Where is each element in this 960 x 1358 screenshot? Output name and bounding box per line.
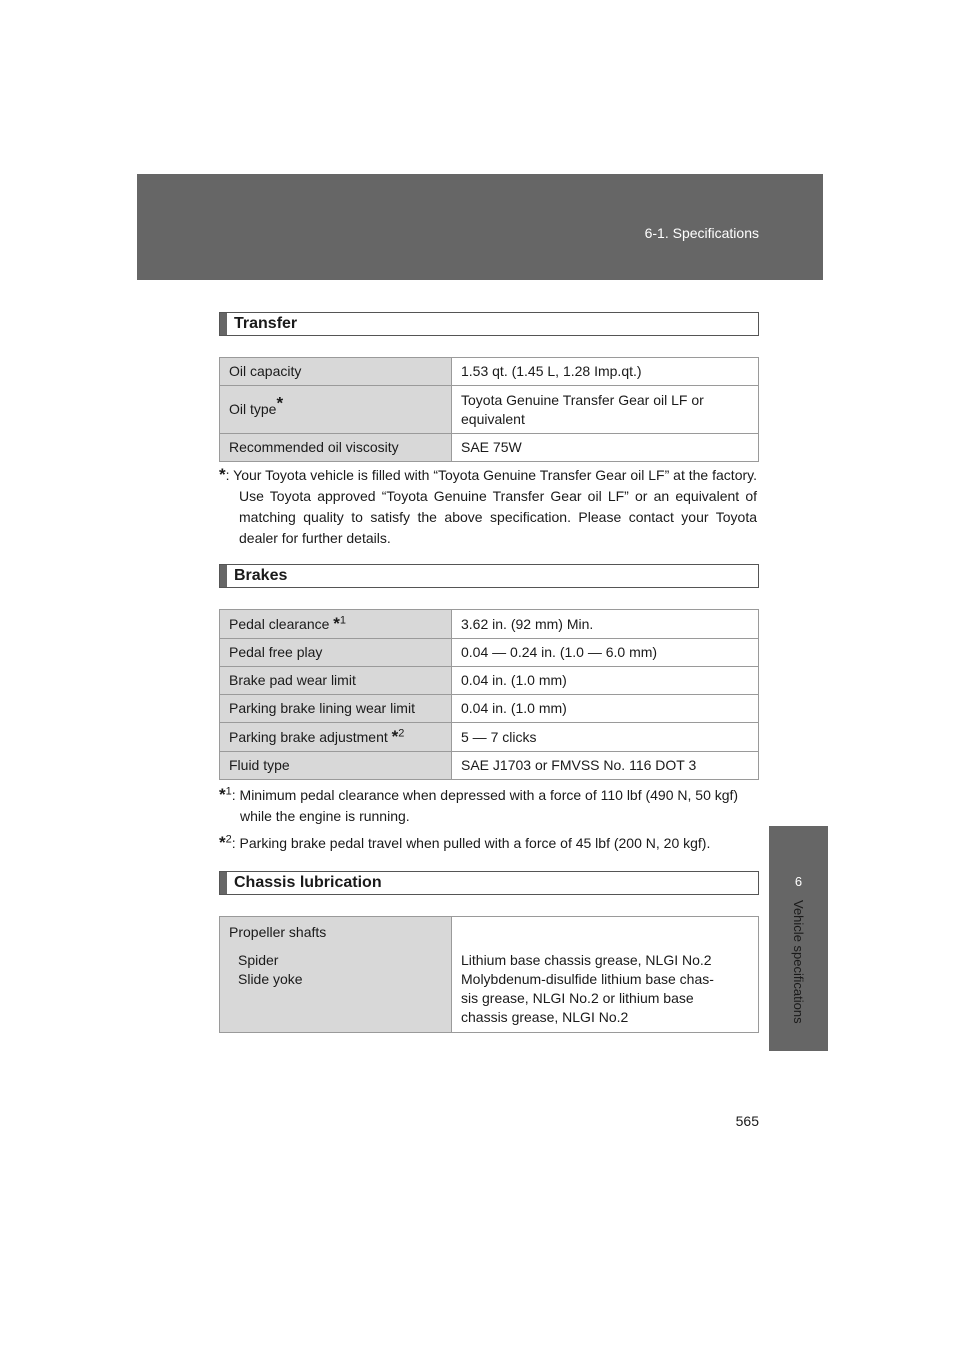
- row-value-line: chassis grease, NLGI No.2: [461, 1009, 629, 1025]
- table-row: [220, 752, 759, 780]
- section-title: 6-1. Specifications: [644, 225, 759, 241]
- row-value: 3.62 in. (92 mm) Min.: [452, 610, 759, 639]
- row-value-line: Lithium base chassis grease, NLGI No.2: [461, 952, 712, 968]
- footnote-mark: *: [391, 727, 399, 746]
- row-label: Propeller shafts: [229, 924, 327, 940]
- brakes-table: [219, 609, 759, 780]
- footnote-text: : Minimum pedal clearance when depressed with a force of 110 lbf (490 N, 50 kgf) while the engine is running.: [231, 787, 739, 824]
- table-row: [220, 386, 759, 434]
- row-label-cell: [220, 723, 452, 752]
- section-header-bar: [220, 313, 227, 335]
- row-label-cell: [220, 386, 452, 434]
- row-label-cell: [220, 610, 452, 639]
- footnote-mark: *: [219, 833, 226, 852]
- footnote-number: 2: [398, 727, 405, 740]
- transfer-footnote: [219, 464, 757, 549]
- footnote-text: : Parking brake pedal travel when pulled with a force of 45 lbf (200 N, 20 kgf).: [231, 835, 711, 851]
- chapter-tab: [769, 826, 828, 1051]
- row-value-line: Molybdenum-disulfide lithium base chas-: [461, 971, 714, 987]
- brakes-footnote-2: [219, 832, 757, 854]
- row-label: Pedal free play: [220, 639, 452, 667]
- footnote-number: 2: [225, 833, 232, 846]
- row-sublabel-slide-yoke: Slide yoke: [238, 971, 303, 987]
- row-label: Recommended oil viscosity: [220, 434, 452, 462]
- transfer-table: [219, 357, 759, 462]
- footnote-number: 1: [225, 785, 232, 798]
- row-sublabel-spider: Spider: [238, 952, 279, 968]
- section-header-bar: [220, 565, 227, 587]
- row-value-cell: [452, 917, 759, 1033]
- table-row: [220, 917, 759, 1033]
- table-row: [220, 667, 759, 695]
- table-row: [220, 639, 759, 667]
- chapter-label: Vehicle specifications: [791, 900, 806, 1024]
- row-label: Pedal clearance: [229, 616, 330, 632]
- table-row: [220, 695, 759, 723]
- row-label: Parking brake lining wear limit: [220, 695, 452, 723]
- table-row: [220, 610, 759, 639]
- row-label: Brake pad wear limit: [220, 667, 452, 695]
- footnote-mark: *: [333, 614, 340, 633]
- row-value: 0.04 in. (1.0 mm): [452, 695, 759, 723]
- row-value: 1.53 qt. (1.45 L, 1.28 Imp.qt.): [452, 358, 759, 386]
- row-label: Fluid type: [220, 752, 452, 780]
- brakes-footnote-1: [219, 784, 757, 827]
- header-bar: [137, 174, 823, 280]
- footnote-text: : Your Toyota vehicle is filled with “Toyota Genuine Transfer Gear oil LF” at the factory. Use Toyota approved “Toyota Genuine Transfer Gear oil LF” or an equivalent of matching quality to satisfy the above specification. Please contact your Toyota dealer for further details.: [225, 467, 757, 546]
- row-label: Oil capacity: [220, 358, 452, 386]
- table-row: [220, 358, 759, 386]
- row-value: SAE 75W: [452, 434, 759, 462]
- row-label-cell: [220, 917, 452, 1033]
- section-title-transfer: Transfer: [234, 315, 298, 332]
- footnote-mark: *: [219, 785, 226, 804]
- section-header-bar: [220, 872, 227, 894]
- chassis-table: [219, 916, 759, 1033]
- row-label: Oil type: [229, 401, 277, 417]
- footnote-number: 1: [339, 614, 347, 627]
- section-header-transfer: [219, 312, 759, 336]
- section-header-chassis: [219, 871, 759, 895]
- footnote-mark: *: [276, 393, 284, 413]
- row-label: Parking brake adjustment: [229, 729, 388, 745]
- table-row: [220, 723, 759, 752]
- row-value: 5 — 7 clicks: [452, 723, 759, 752]
- page-number: 565: [735, 1113, 759, 1129]
- row-value: 0.04 — 0.24 in. (1.0 — 6.0 mm): [452, 639, 759, 667]
- section-header-brakes: [219, 564, 759, 588]
- row-value: Toyota Genuine Transfer Gear oil LF or equivalent: [452, 386, 759, 434]
- section-title-chassis: Chassis lubrication: [234, 874, 382, 891]
- table-row: [220, 434, 759, 462]
- footnote-mark: *: [219, 465, 226, 484]
- chapter-number: 6: [794, 874, 803, 889]
- section-title-brakes: Brakes: [234, 567, 288, 584]
- row-value-line: sis grease, NLGI No.2 or lithium base: [461, 990, 694, 1006]
- row-value: SAE J1703 or FMVSS No. 116 DOT 3: [452, 752, 759, 780]
- row-value: 0.04 in. (1.0 mm): [452, 667, 759, 695]
